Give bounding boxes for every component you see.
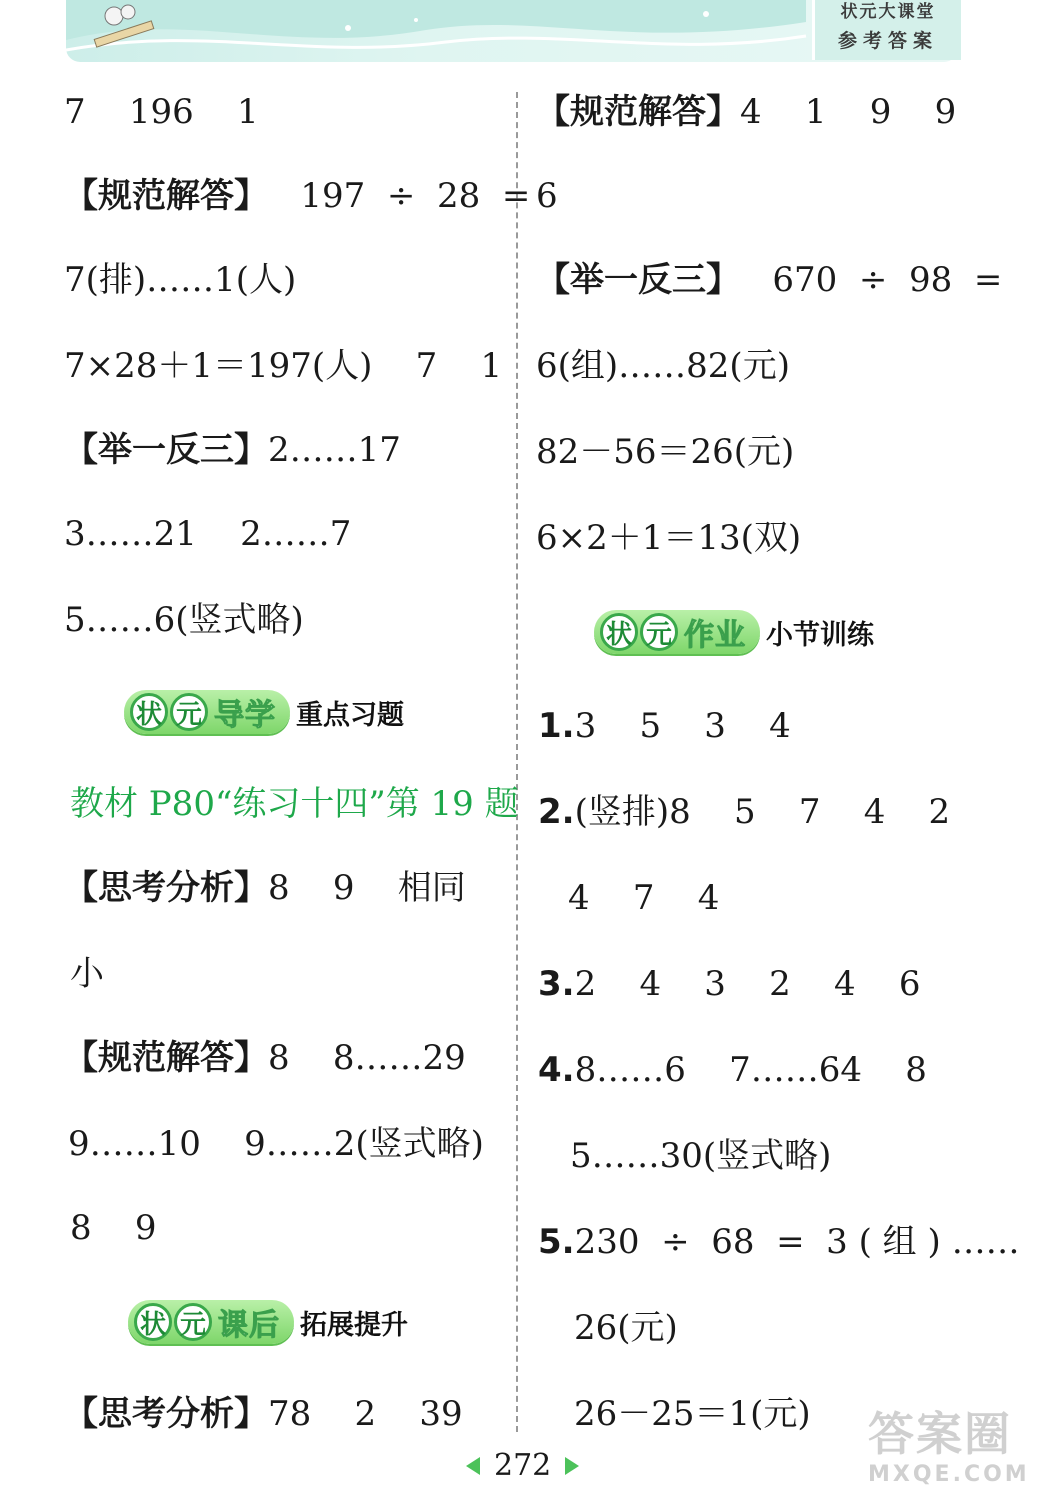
section-banner <box>124 690 404 734</box>
answer-line: 【举一反三】 670 ÷ 98 = <box>536 260 1003 300</box>
item-number: 1. <box>538 706 575 746</box>
page-number <box>466 1448 579 1483</box>
banner-char: 状 <box>134 1303 172 1341</box>
answer-line: 8 9 <box>70 1208 157 1248</box>
answer-line: 4 7 4 <box>568 878 720 918</box>
exercise-reference: 教材 P80“练习十四”第 19 题 <box>70 784 519 824</box>
answer-line: 3……21 2……7 <box>64 514 352 554</box>
prev-arrow-icon <box>466 1457 480 1475</box>
answer-line: 4.8……6 7……64 8 <box>538 1050 927 1090</box>
next-arrow-icon <box>565 1457 579 1475</box>
answer-line: 【规范解答】4 1 9 9 <box>536 92 957 132</box>
brand-tag <box>812 0 961 60</box>
section-banner <box>594 610 874 654</box>
pencil-bird-icon <box>74 0 164 60</box>
banner-char: 状 <box>130 693 168 731</box>
banner-pill <box>124 690 290 734</box>
answer-tag: 【思考分析】 <box>64 1394 268 1434</box>
banner-title: 重点习题 <box>296 699 404 731</box>
answer-tag: 【思考分析】 <box>64 868 268 908</box>
banner-char: 元 <box>640 613 678 651</box>
answer-line: 82－56＝26(元) <box>536 432 795 472</box>
answer-tag: 【规范解答】 <box>64 176 268 216</box>
answer-line: 【思考分析】78 2 39 <box>64 1394 463 1434</box>
answer-line: 3.2 4 3 2 4 6 <box>538 964 921 1004</box>
answer-line: 2.(竖排)8 5 7 4 2 <box>538 792 951 832</box>
answer-line: 【思考分析】8 9 相同 <box>64 868 466 908</box>
banner-word: 课后 <box>218 1308 280 1343</box>
banner-pill <box>594 610 760 654</box>
answer-line: 1.3 5 3 4 <box>538 706 791 746</box>
answer-line: 【规范解答】 197 ÷ 28 = <box>64 176 531 216</box>
answer-line: 6(组)……82(元) <box>536 346 790 386</box>
answer-tag: 【举一反三】 <box>64 430 268 470</box>
site-watermark <box>868 1398 1038 1494</box>
column-divider <box>516 92 518 1432</box>
answer-line: 7(排)……1(人) <box>64 260 297 300</box>
answer-line: 9……10 9……2(竖式略) <box>68 1124 484 1164</box>
answer-line: 【举一反三】2……17 <box>64 430 401 470</box>
answer-line: 【规范解答】8 8……29 <box>64 1038 466 1078</box>
watermark-title: 答案圈 <box>868 1407 1012 1461</box>
answer-tag: 【举一反三】 <box>536 260 740 300</box>
brand-subtitle: 参考答案 <box>837 30 938 52</box>
answer-line: 5.230 ÷ 68 = 3 ( 组 ) …… <box>538 1222 1020 1262</box>
page-number-text: 272 <box>494 1448 552 1483</box>
answer-tag: 【规范解答】 <box>536 92 740 132</box>
answer-line: 7×28＋1＝197(人) 7 1 <box>64 346 503 386</box>
item-number: 5. <box>538 1222 575 1262</box>
banner-char: 状 <box>600 613 638 651</box>
answer-line: 26(元) <box>574 1308 678 1348</box>
brand-title: 状元大课堂 <box>840 2 936 22</box>
banner-title: 拓展提升 <box>300 1309 408 1341</box>
answer-line: 7 196 1 <box>64 92 259 132</box>
answer-line: 5……30(竖式略) <box>570 1136 832 1176</box>
section-banner <box>128 1300 408 1344</box>
item-number: 2. <box>538 792 575 832</box>
banner-pill <box>128 1300 294 1344</box>
banner-word: 导学 <box>214 698 276 733</box>
banner-title: 小节训练 <box>766 619 874 651</box>
answer-tag: 【规范解答】 <box>64 1038 268 1078</box>
banner-char: 元 <box>174 1303 212 1341</box>
item-number: 4. <box>538 1050 575 1090</box>
watermark-url: MXQE.COM <box>868 1462 1030 1487</box>
answer-line: 5……6(竖式略) <box>64 600 304 640</box>
banner-char: 元 <box>170 693 208 731</box>
banner-word: 作业 <box>684 618 746 653</box>
answer-line: 26－25＝1(元) <box>574 1394 811 1434</box>
item-number: 3. <box>538 964 575 1004</box>
answer-line: 小 <box>70 954 104 994</box>
answer-line: 6 <box>536 176 558 216</box>
answer-line: 6×2＋1＝13(双) <box>536 518 802 558</box>
